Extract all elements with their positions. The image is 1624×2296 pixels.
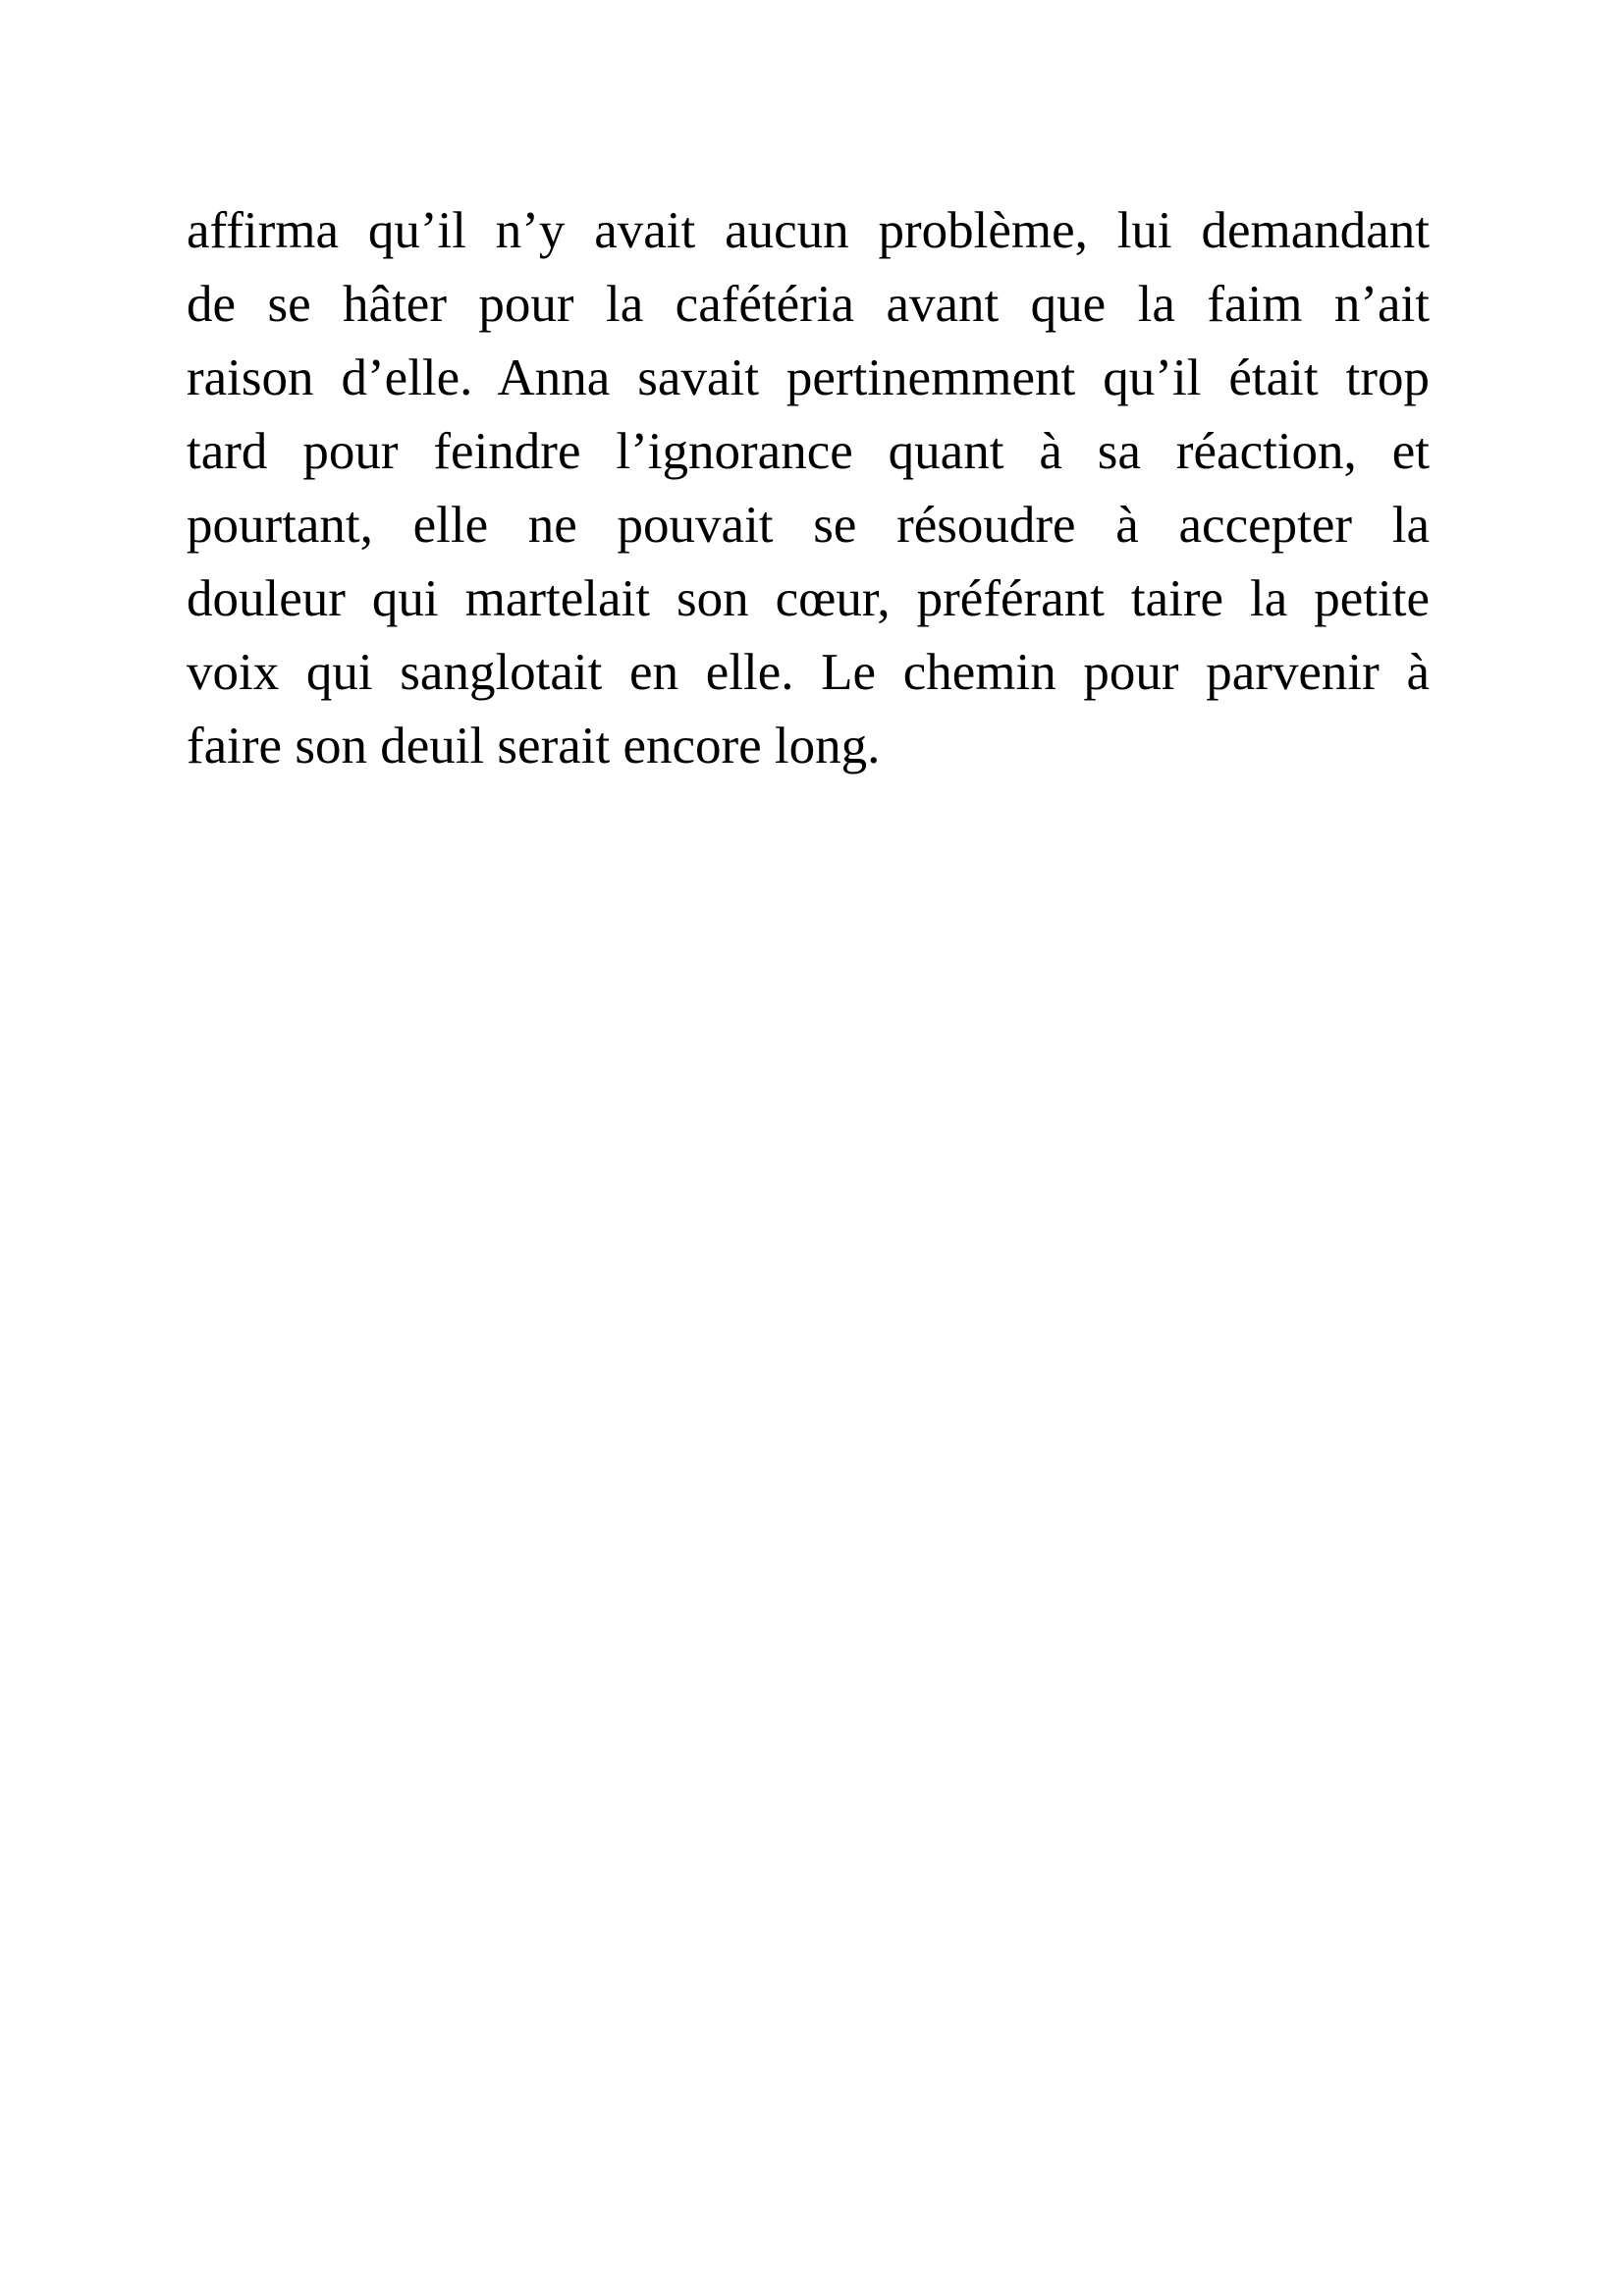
paragraph-line: voix qui sanglotait en elle. Le chemin pour parvenir à	[187, 644, 1430, 701]
paragraph-text-block	[187, 194, 1430, 783]
paragraph-line: raison d’elle. Anna savait pertinemment qu’il était trop	[187, 349, 1430, 406]
paragraph-line: pourtant, elle ne pouvait se résoudre à accepter la	[187, 497, 1430, 554]
paragraph-line: de se hâter pour la cafétéria avant que la faim n’ait	[187, 276, 1430, 333]
paragraph-line-last: faire son deuil serait encore long.	[187, 718, 881, 774]
paragraph-line: douleur qui martelait son cœur, préférant taire la petite	[187, 570, 1430, 627]
paragraph-line: affirma qu’il n’y avait aucun problème, lui demandant	[187, 202, 1430, 259]
paragraph-line: tard pour feindre l’ignorance quant à sa réaction, et	[187, 423, 1430, 480]
